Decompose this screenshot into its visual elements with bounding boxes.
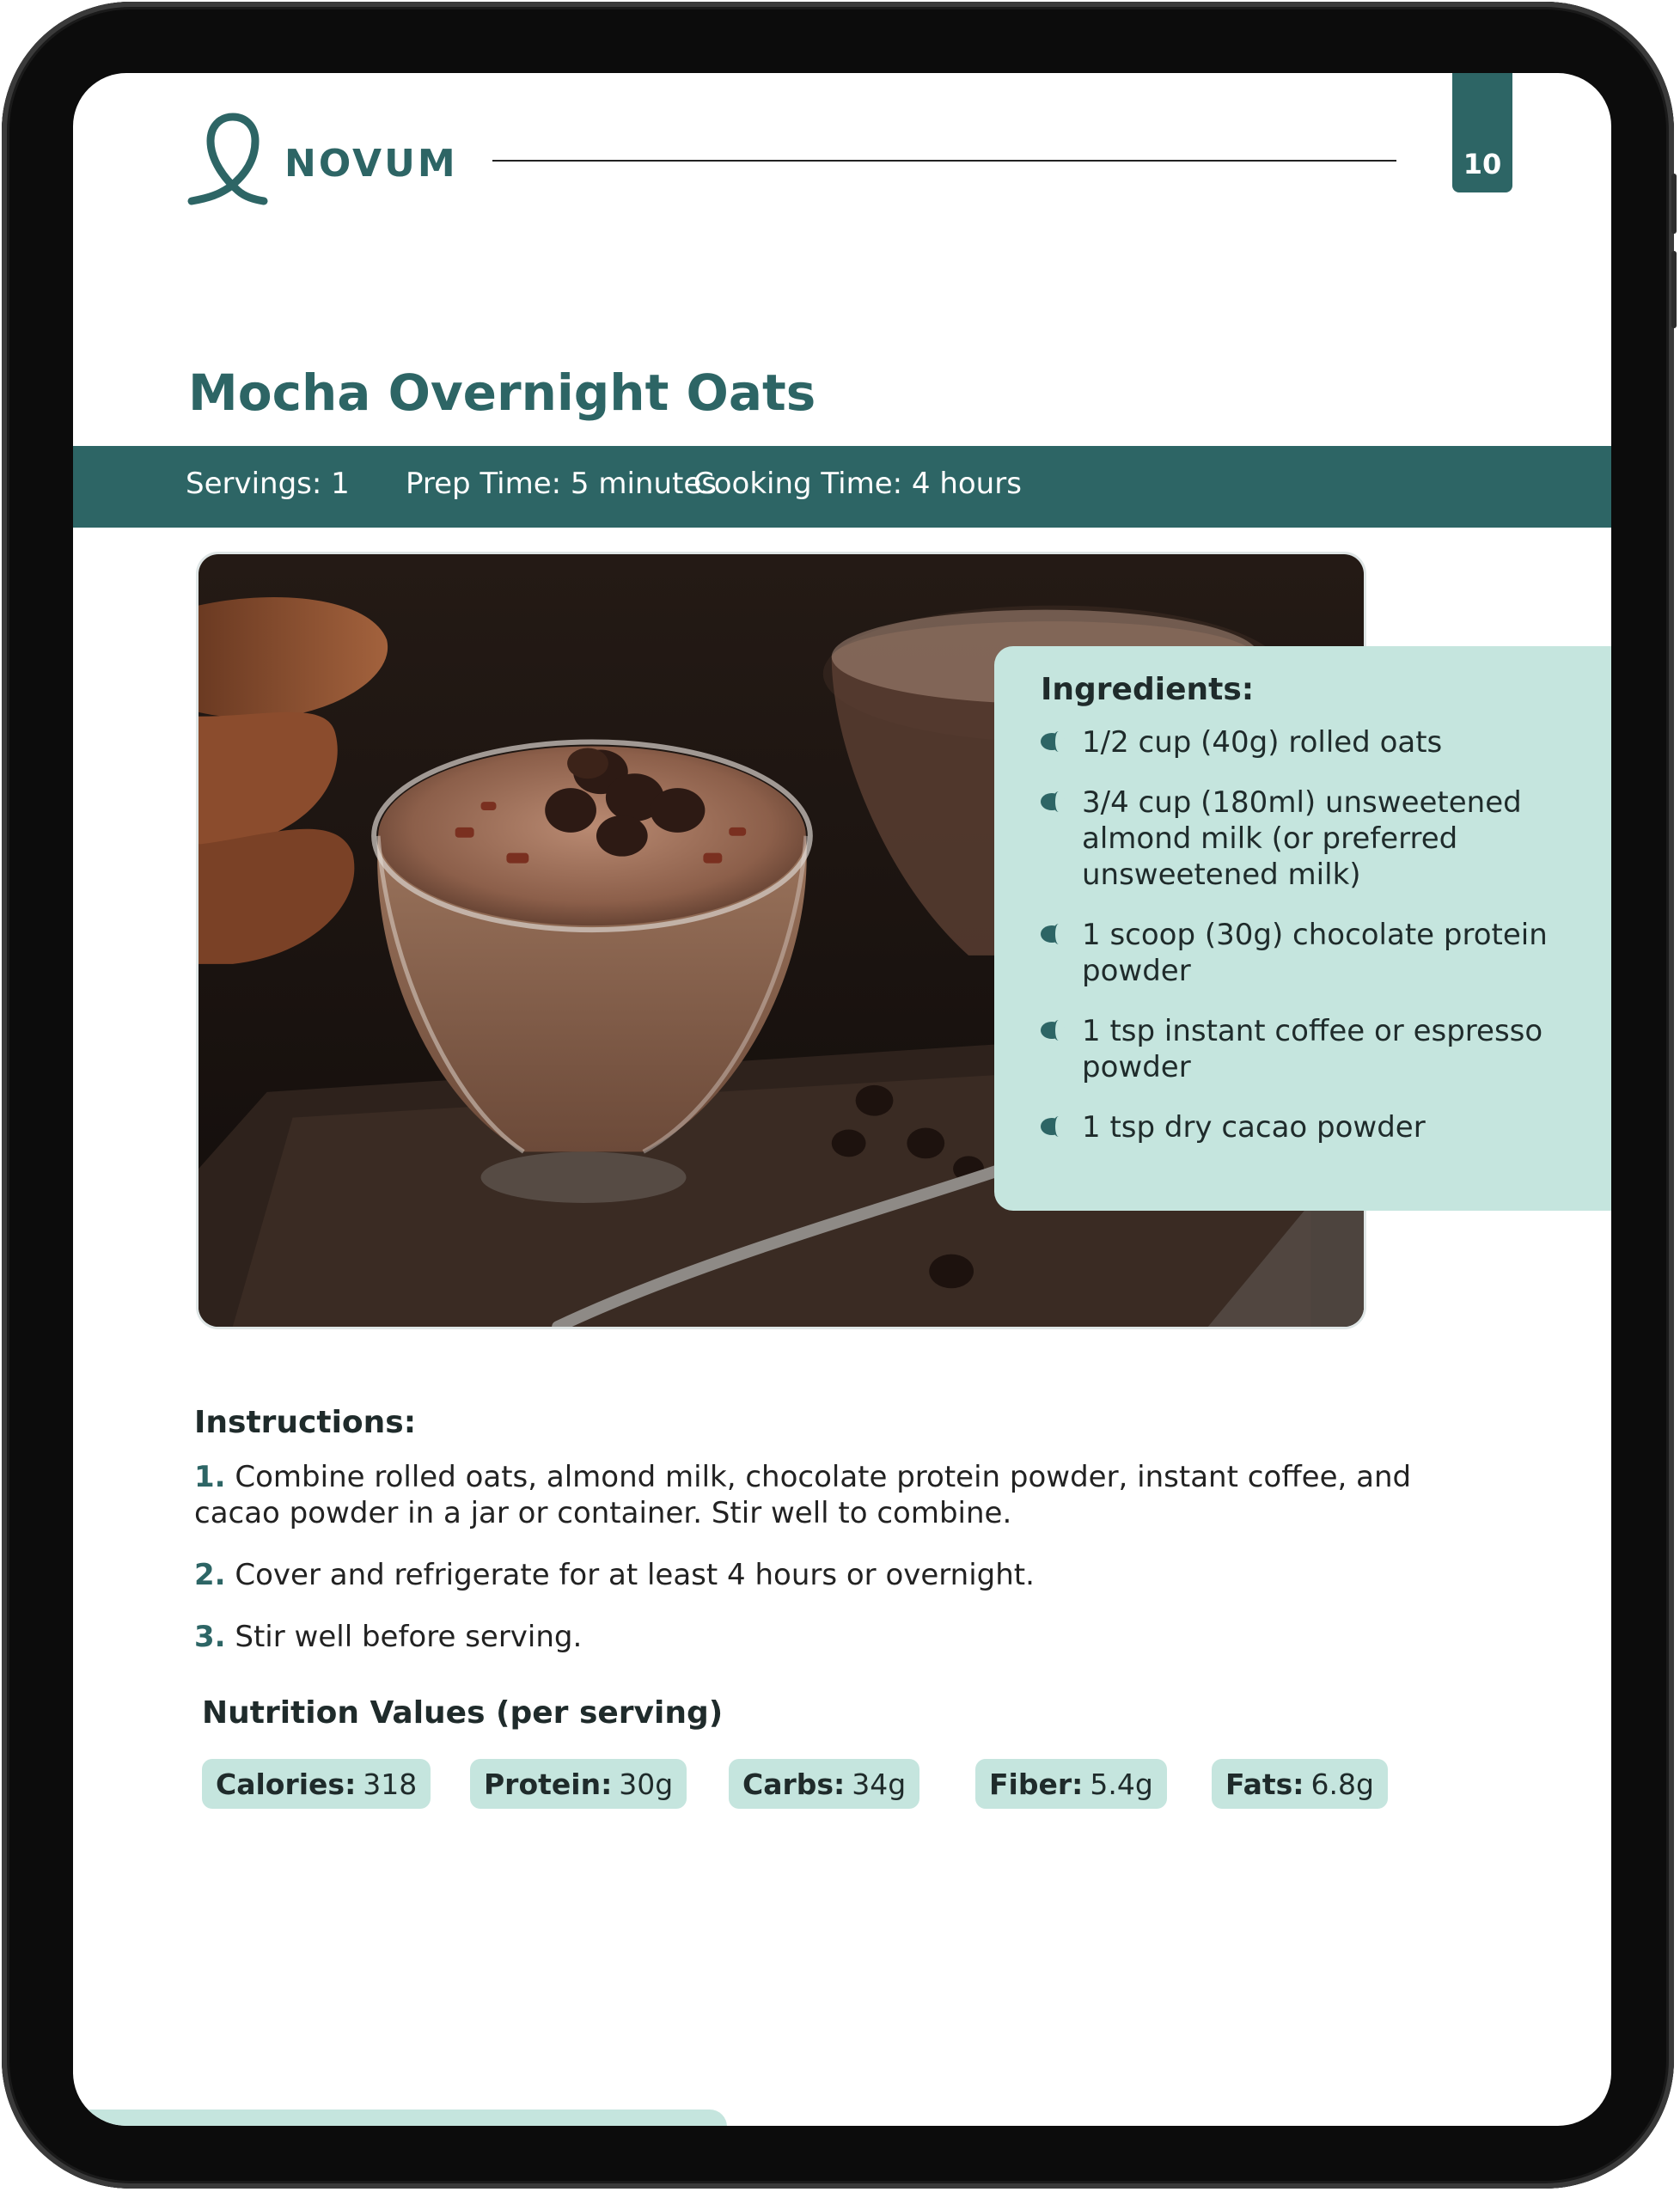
bullet-icon [1041, 924, 1068, 944]
nutrition-badge-fiber [975, 1759, 1167, 1809]
step-text: Cover and refrigerate for at least 4 hours or overnight. [235, 1558, 1035, 1592]
list-item [1041, 1109, 1577, 1145]
nutrition-badge-fats [1212, 1759, 1388, 1809]
step-number: 2. [194, 1558, 226, 1592]
novum-loop-icon [185, 112, 271, 208]
nutrition-value: 6.8g [1310, 1767, 1374, 1801]
ingredients-card [994, 646, 1611, 1211]
page-number-label: 10 [1463, 148, 1502, 180]
nutrition-badge-calories [202, 1759, 431, 1809]
recipe-title: Mocha Overnight Oats [188, 363, 816, 422]
bullet-icon [1041, 731, 1068, 752]
step-number: 1. [194, 1460, 226, 1494]
step-text: Combine rolled oats, almond milk, chocolate protein powder, instant coffee, and cacao powder in a jar or container. Stir well to combine. [194, 1460, 1412, 1530]
brand-name: NOVUM [284, 141, 458, 186]
instructions-list [194, 1459, 1414, 1681]
step-number: 3. [194, 1620, 226, 1654]
page-number [1452, 73, 1512, 192]
list-item [1041, 1013, 1577, 1085]
nutrition-value: 318 [363, 1767, 418, 1801]
nutrition-value: 34g [852, 1767, 907, 1801]
bullet-icon [1041, 1020, 1068, 1041]
brand-logo [185, 112, 458, 208]
nutrition-value: 30g [619, 1767, 674, 1801]
ingredients-heading: Ingredients: [1041, 672, 1255, 707]
nutrition-heading: Nutrition Values (per serving) [202, 1695, 724, 1731]
instruction-step [194, 1459, 1414, 1531]
instruction-step [194, 1619, 1414, 1655]
footer-accent-bar [73, 2110, 727, 2126]
cooking-time: Cooking Time: 4 hours [693, 467, 1022, 501]
instructions-heading: Instructions: [194, 1405, 417, 1440]
ingredient-text: 1/2 cup (40g) rolled oats [1082, 725, 1443, 760]
ingredient-text: 1 tsp instant coffee or espresso powder [1082, 1014, 1543, 1084]
header-divider [492, 160, 1396, 162]
ingredient-text: 1 scoop (30g) chocolate protein powder [1082, 918, 1548, 988]
volume-button [1671, 174, 1677, 234]
ingredient-text: 3/4 cup (180ml) unsweetened almond milk (or preferred unsweetened milk) [1082, 785, 1522, 892]
list-item [1041, 785, 1577, 893]
ebook-page [73, 73, 1611, 2126]
list-item [1041, 724, 1577, 760]
nutrition-badge-carbs [729, 1759, 919, 1809]
servings: Servings: 1 [186, 467, 350, 501]
nutrition-badge-protein [470, 1759, 687, 1809]
volume-button [1671, 251, 1677, 328]
nutrition-label: Fats: [1225, 1767, 1304, 1801]
ingredient-text: 1 tsp dry cacao powder [1082, 1110, 1426, 1145]
nutrition-label: Fiber: [989, 1767, 1084, 1801]
nutrition-label: Calories: [216, 1767, 357, 1801]
bullet-icon [1041, 1116, 1068, 1137]
instruction-step [194, 1557, 1414, 1593]
prep-time: Prep Time: 5 minutes [406, 467, 717, 501]
nutrition-label: Protein: [484, 1767, 613, 1801]
nutrition-label: Carbs: [742, 1767, 846, 1801]
list-item [1041, 917, 1577, 989]
tablet-frame [2, 2, 1674, 2189]
step-text: Stir well before serving. [235, 1620, 583, 1654]
recipe-meta-bar [73, 446, 1611, 528]
bullet-icon [1041, 791, 1068, 812]
nutrition-value: 5.4g [1090, 1767, 1153, 1801]
